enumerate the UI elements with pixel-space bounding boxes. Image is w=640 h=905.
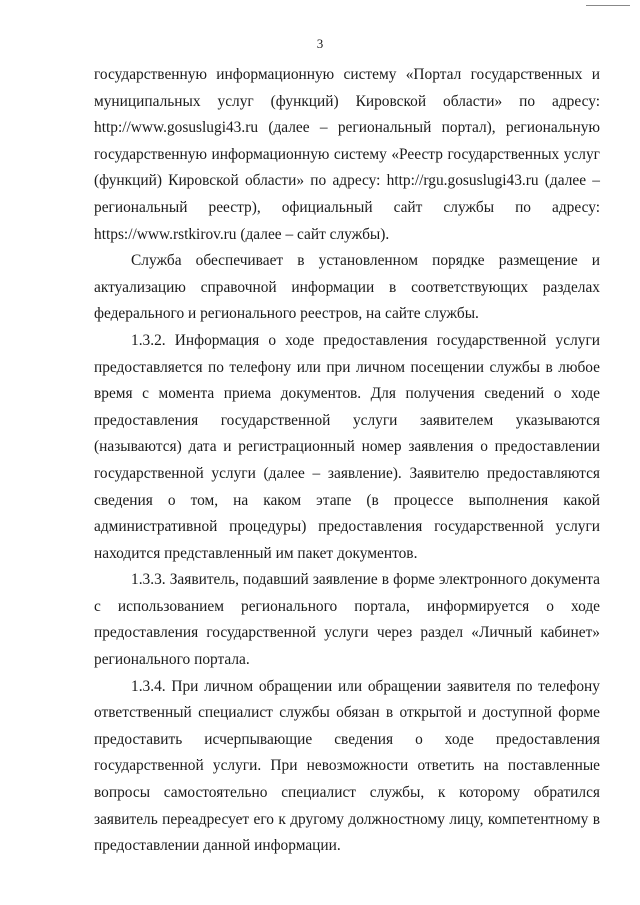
document-body (94, 62, 600, 860)
paragraph-clause-1-3-3: 1.3.3. Заявитель, подавший заявление в форме электронного документа с использованием регионального портала, информируется о ходе предоставления государственной услуги через раздел «Личный кабинет» регионального портала. (94, 571, 600, 669)
paragraph-clause-1-3-2: 1.3.2. Информация о ходе предоставления государственной услуги предоставляется по телефону или при личном посещении службы в любое время с момента приема документов. Для получения сведений о ходе предоставления государственной услуги заявителем указываются (называются) дата и регистрационный номер заявления о предоставлении государственной услуги (далее – заявление). Заявителю предоставляются сведения о том, на каком этапе (в процессе выполнения какой административной процедуры) предоставления государственной услуги находится представленный им пакет документов. (94, 331, 600, 562)
page-number: 3 (316, 36, 324, 51)
paragraph-clause-1-3-4: 1.3.4. При личном обращении или обращении заявителя по телефону ответственный специалист службы обязан в открытой и доступной форме предоставить исчерпывающие сведения о ходе предоставления государственной услуги. При невозможности ответить на поставленные вопросы самостоятельно специалист службы, к которому обратился заявитель переадресует его к другому должностному лицу, компетентному в предоставлении данной информации. (94, 677, 600, 855)
paragraph-intro: государственную информационную систему «Портал государственных и муниципальных услуг (функций) Кировской области» по адресу: http://www.gosuslugi43.ru (далее – региональный портал), региональную государственную информационную систему «Реестр государственных услуг (функций) Кировской области» по адресу: http://rgu.gosuslugi43.ru (далее – региональный реестр), официальный сайт службы по адресу: https://www.rstkirov.ru (далее – сайт службы). (94, 66, 600, 243)
paragraph-service-placement: Служба обеспечивает в установленном порядке размещение и актуализацию справочной информации в соответствующих разделах федерального и регионального реестров, на сайте службы. (94, 252, 600, 323)
scan-corner-mark (586, 0, 630, 6)
